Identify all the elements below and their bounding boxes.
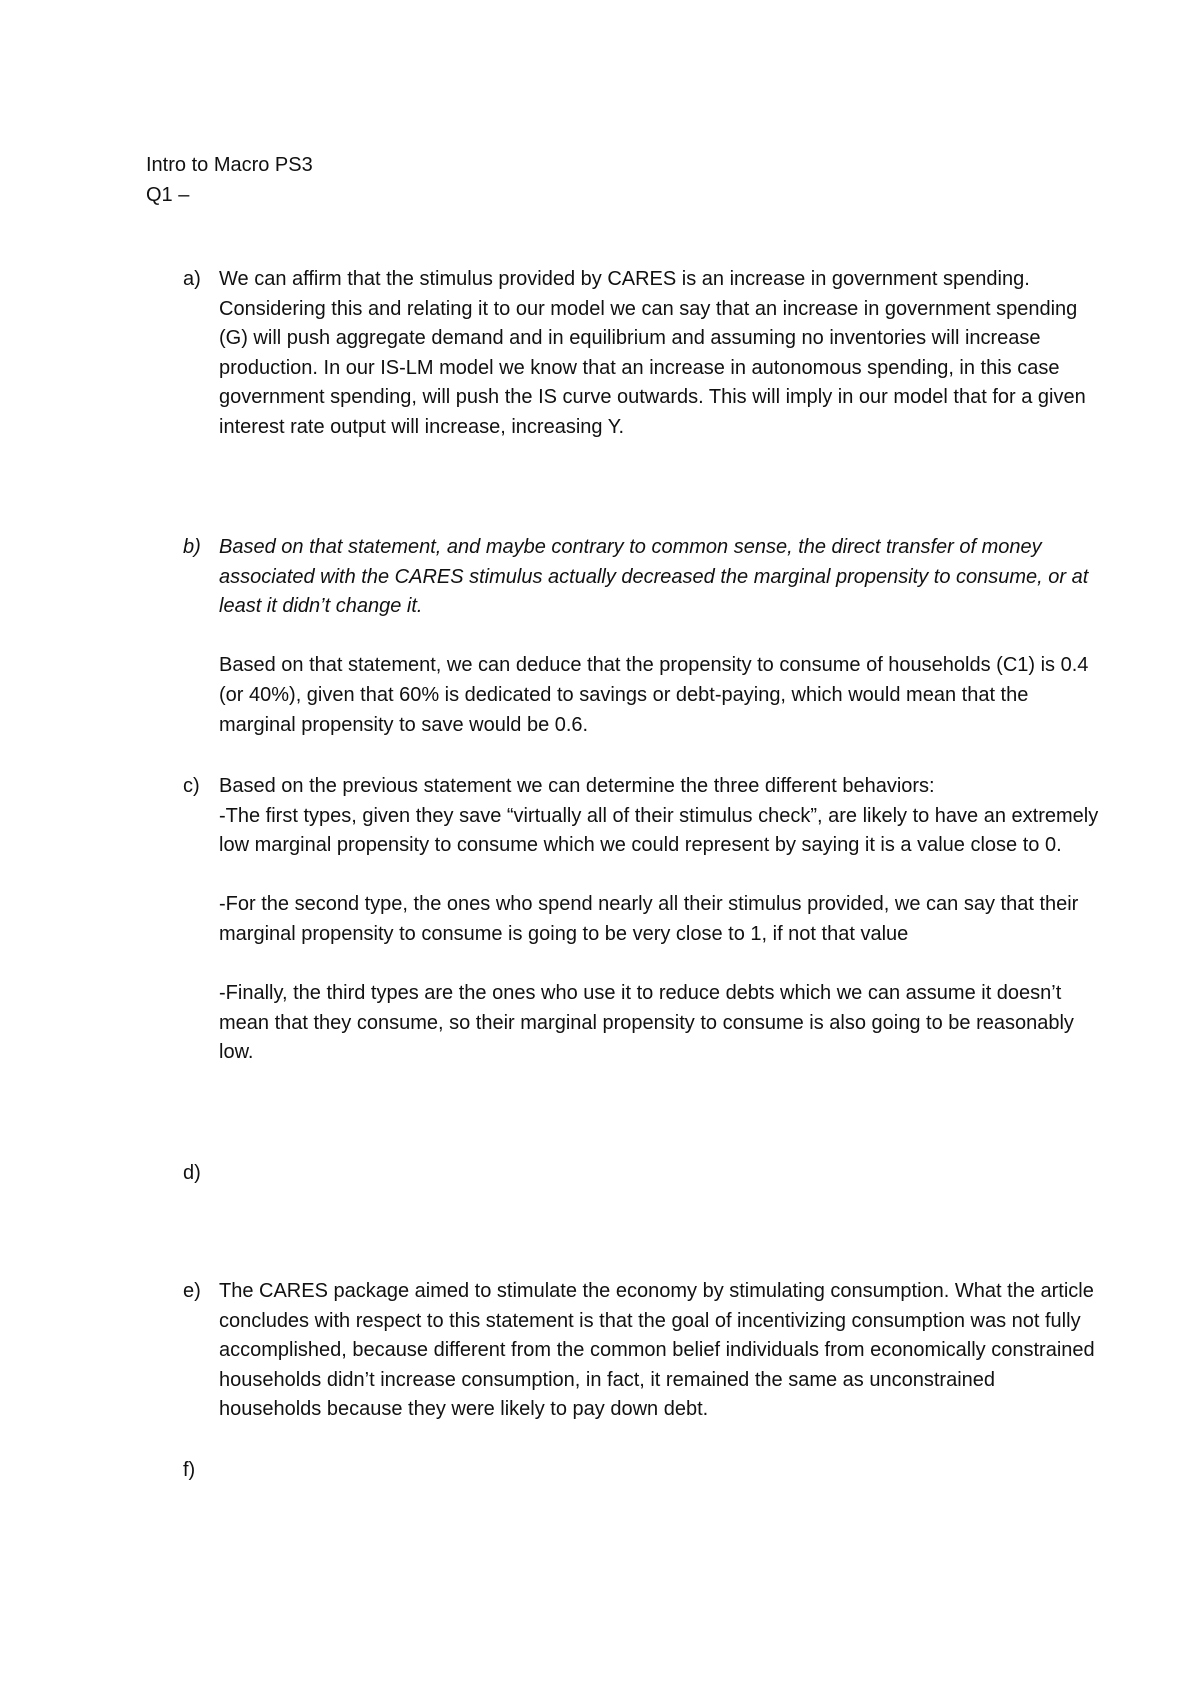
answer-e <box>183 1277 1095 1425</box>
answer-a-paragraph: We can affirm that the stimulus provided by CARES is an increase in government spending. Considering this and relating it to our model we can say that an increase in government spending (G) will push aggregate demand and in equilibrium and assuming no inventories will increase production. In our IS-LM model we know that an increase in autonomous spending, in this case government spending, will push the IS curve outwards. This will imply in our model that for a given interest rate output will increase, increasing Y. <box>219 268 1086 438</box>
answer-f-letter: f) <box>183 1459 196 1481</box>
answer-d-letter: d) <box>183 1162 201 1184</box>
answer-b-quoted-paragraph: Based on that statement, and maybe contrary to common sense, the direct transfer of money associated with the CARES stimulus actually decreased the marginal propensity to consume, or at least it didn’t change it. <box>219 536 1089 618</box>
answer-c-body <box>219 772 1099 1068</box>
question-label: Q1 – <box>146 184 190 206</box>
answer-e-body <box>219 1277 1099 1425</box>
answer-b-letter: b) <box>183 536 201 558</box>
answer-a <box>183 265 1086 443</box>
answer-c-third-type: -Finally, the third types are the ones who use it to reduce debts which we can assume it doesn’t mean that they consume, so their marginal propensity to consume is also going to be reasonably low. <box>219 982 1074 1064</box>
answer-a-letter: a) <box>183 268 201 290</box>
answer-c-second-type: -For the second type, the ones who spend nearly all their stimulus provided, we can say that their marginal propensity to consume is going to be very close to 1, if not that value <box>219 893 1079 945</box>
answer-b-paragraph: Based on that statement, we can deduce that the propensity to consume of households (C1) is 0.4 (or 40%), given that 60% is dedicated to savings or debt-paying, which would mean that the marginal propensity to save would be 0.6. <box>219 654 1089 736</box>
answer-b-body <box>219 533 1099 740</box>
answer-c-intro: Based on the previous statement we can determine the three different behaviors: <box>219 775 935 797</box>
answer-a-body <box>219 265 1099 443</box>
answer-c <box>183 772 1099 1068</box>
answer-e-paragraph: The CARES package aimed to stimulate the economy by stimulating consumption. What the article concludes with respect to this statement is that the goal of incentivizing consumption was not fully accomplished, because different from the common belief individuals from economically constrained households didn’t increase consumption, in fact, it remained the same as unconstrained households because they were likely to pay down debt. <box>219 1280 1095 1421</box>
answer-c-letter: c) <box>183 775 200 797</box>
answer-c-first-type: -The first types, given they save “virtually all of their stimulus check”, are likely to have an extremely low marginal propensity to consume which we could represent by saying it is a value close to 0. <box>219 804 1099 857</box>
answer-e-letter: e) <box>183 1280 201 1302</box>
answer-b <box>183 533 1089 740</box>
document-title: Intro to Macro PS3 <box>146 154 313 176</box>
